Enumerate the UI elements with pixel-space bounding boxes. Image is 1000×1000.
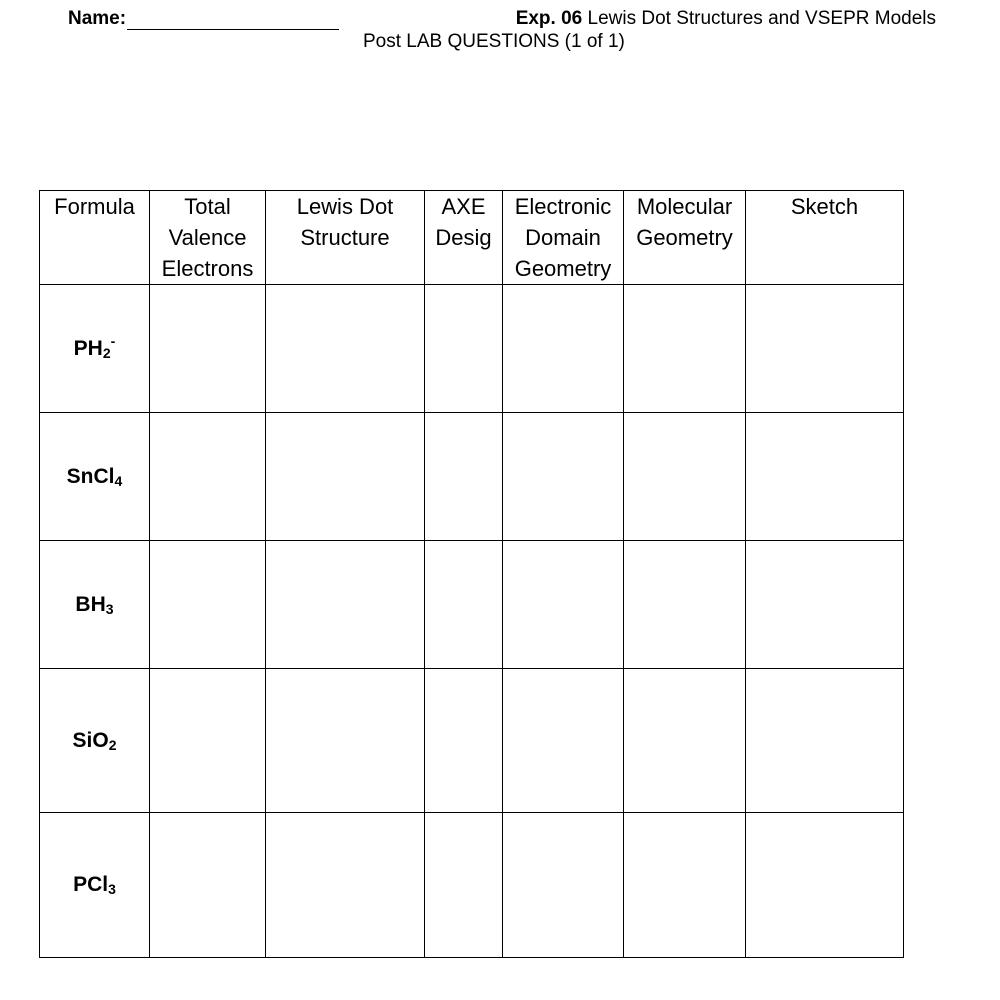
answer-cell-electronic-geometry[interactable] — [503, 285, 624, 413]
column-header-sketch: Sketch — [746, 191, 904, 285]
answer-cell-valence[interactable] — [150, 413, 266, 541]
lab-questions-table — [39, 190, 904, 958]
name-blank-line[interactable] — [127, 11, 339, 30]
answer-cell-sketch[interactable] — [746, 541, 904, 669]
answer-cell-axe[interactable] — [425, 285, 503, 413]
answer-cell-axe[interactable] — [425, 813, 503, 958]
answer-cell-electronic-geometry[interactable] — [503, 413, 624, 541]
answer-cell-molecular-geometry[interactable] — [624, 813, 746, 958]
column-header-total-valence-electrons: Total Valence Electrons — [150, 191, 266, 285]
answer-cell-sketch[interactable] — [746, 285, 904, 413]
answer-cell-lewis[interactable] — [266, 813, 425, 958]
column-header-molecular-geometry: Molecular Geometry — [624, 191, 746, 285]
table-row — [40, 413, 904, 541]
column-header-electronic-domain-geometry: Electronic Domain Geometry — [503, 191, 624, 285]
table-header-row — [40, 191, 904, 285]
page-subtitle: Post LAB QUESTIONS (1 of 1) — [363, 31, 625, 52]
answer-cell-molecular-geometry[interactable] — [624, 413, 746, 541]
answer-cell-sketch[interactable] — [746, 813, 904, 958]
answer-cell-valence[interactable] — [150, 285, 266, 413]
experiment-name: Lewis Dot Structures and VSEPR Models — [582, 8, 936, 29]
answer-cell-electronic-geometry[interactable] — [503, 541, 624, 669]
formula-cell: $PH_2^-$ — [40, 285, 150, 413]
table-row — [40, 285, 904, 413]
formula-cell: $BH_3$ — [40, 541, 150, 669]
formula-cell: SiO$_2$ — [40, 669, 150, 813]
answer-cell-valence[interactable] — [150, 541, 266, 669]
answer-cell-axe[interactable] — [425, 413, 503, 541]
table-row — [40, 541, 904, 669]
answer-cell-electronic-geometry[interactable] — [503, 669, 624, 813]
answer-cell-electronic-geometry[interactable] — [503, 813, 624, 958]
answer-cell-valence[interactable] — [150, 669, 266, 813]
column-header-formula: Formula — [40, 191, 150, 285]
column-header-axe-designation: AXE Desig — [425, 191, 503, 285]
answer-cell-axe[interactable] — [425, 669, 503, 813]
table-row — [40, 813, 904, 958]
answer-cell-molecular-geometry[interactable] — [624, 669, 746, 813]
table-row — [40, 669, 904, 813]
answer-cell-axe[interactable] — [425, 541, 503, 669]
name-label: Name: — [68, 8, 127, 29]
experiment-number: Exp. 06 — [515, 8, 583, 29]
answer-cell-molecular-geometry[interactable] — [624, 541, 746, 669]
answer-cell-valence[interactable] — [150, 813, 266, 958]
answer-cell-sketch[interactable] — [746, 669, 904, 813]
formula-cell: SnCl$_4$ — [40, 413, 150, 541]
answer-cell-lewis[interactable] — [266, 285, 425, 413]
column-header-lewis-dot-structure: Lewis Dot Structure — [266, 191, 425, 285]
experiment-title — [516, 8, 936, 30]
formula-cell: PCl$_3$ — [40, 813, 150, 958]
answer-cell-lewis[interactable] — [266, 413, 425, 541]
answer-cell-lewis[interactable] — [266, 541, 425, 669]
name-field — [68, 8, 339, 30]
answer-cell-molecular-geometry[interactable] — [624, 285, 746, 413]
answer-cell-sketch[interactable] — [746, 413, 904, 541]
answer-cell-lewis[interactable] — [266, 669, 425, 813]
